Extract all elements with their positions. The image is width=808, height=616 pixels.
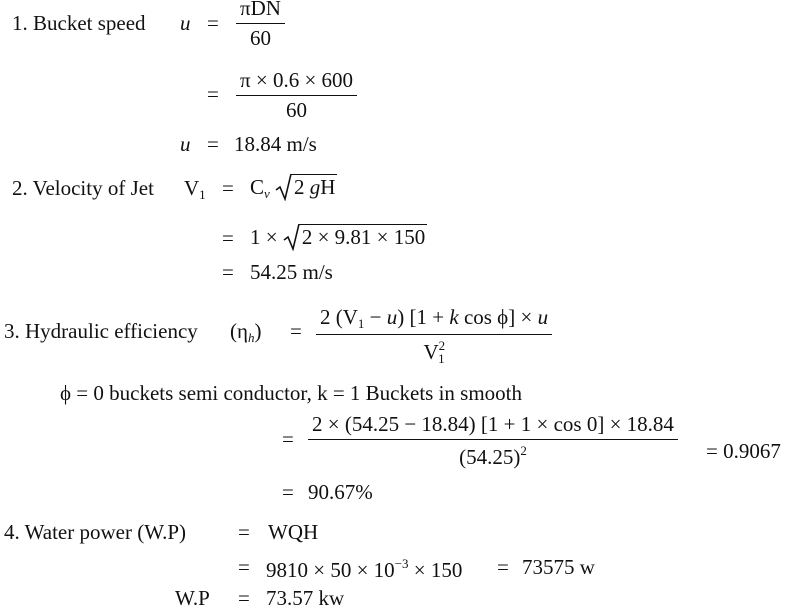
square-root-icon: 2 gH — [275, 174, 337, 198]
equals-sign: = — [222, 226, 234, 250]
step-2-label: 2. Velocity of Jet — [12, 176, 154, 200]
step-4-label: 4. Water power (W.P) — [4, 520, 187, 544]
equals-sign: = — [238, 586, 250, 610]
jet-velocity-result: 54.25 m/s — [250, 260, 333, 284]
water-power-result-kw: 73.57 kw — [266, 586, 345, 610]
equals-sign: = — [207, 11, 219, 35]
jet-velocity-symbol: $V_1$ — [184, 176, 206, 202]
equals-sign: = — [282, 480, 294, 504]
u-symbol: u — [180, 132, 191, 156]
water-power-result-w: 73575 w — [522, 555, 595, 579]
square-root-icon: 2 × 9.81 × 150 — [283, 224, 427, 248]
equals-sign: = — [282, 427, 294, 451]
bucket-speed-result: 18.84 m/s — [234, 132, 317, 156]
equals-sign: = — [222, 176, 234, 200]
efficiency-percent: 90.67% — [308, 480, 373, 504]
phi-assumption: ϕ = 0 buckets semi conductor, k = 1 Buckets in smooth — [60, 381, 523, 405]
equals-sign: = — [238, 520, 250, 544]
equals-sign: = — [222, 260, 234, 284]
step-3-label: 3. Hydraulic efficiency — [4, 319, 198, 343]
equals-sign: = — [207, 132, 219, 156]
u-symbol: u — [180, 11, 191, 35]
equals-sign: = — [238, 555, 250, 579]
equals-sign: = — [290, 319, 302, 343]
jet-velocity-substitution: 1 × 2 × 9.81 × 150 — [250, 225, 426, 249]
bucket-speed-substitution: π × 0.6 × 600 60 — [236, 70, 357, 121]
efficiency-substitution: 2 × (54.25 − 18.84) [1 + 1 × cos 0] × 18.84 $(54.25)^2$ — [308, 414, 678, 468]
efficiency-value: = 0.9067 — [706, 439, 781, 463]
equals-sign: = — [497, 555, 509, 579]
efficiency-formula: 2 $(V_1 - u) [1 + k$ cos ϕ] × u $V^2_1$ — [316, 307, 552, 365]
jet-velocity-formula: $C_v$ 2 gH — [250, 175, 336, 201]
equals-sign: = — [207, 82, 219, 106]
water-power-symbol: W.P — [175, 586, 210, 610]
bucket-speed-formula: πDN 60 — [236, 0, 285, 49]
step-1-label: 1. Bucket speed — [12, 11, 146, 35]
water-power-formula: WQH — [268, 520, 319, 544]
efficiency-symbol: $(\eta_h)$ — [230, 319, 262, 345]
water-power-substitution: $9810 \times 50 \times 10^{-3} \times 150$ — [266, 556, 463, 582]
